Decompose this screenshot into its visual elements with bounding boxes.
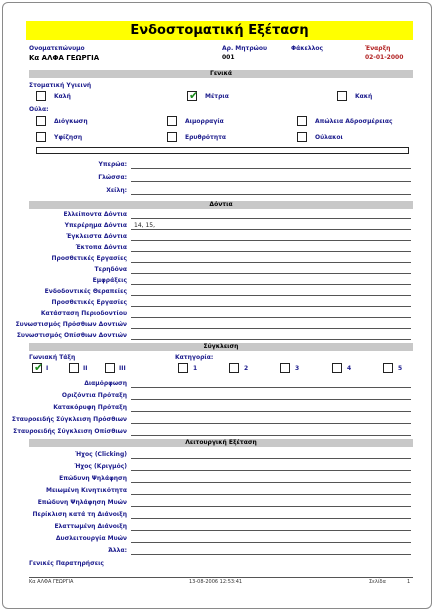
field-label-caries: Τερηδόνα — [94, 266, 127, 273]
category-2-checkbox[interactable] — [229, 363, 239, 373]
field-line-anterior-crowding[interactable] — [131, 328, 411, 329]
field-line-palate[interactable] — [131, 168, 411, 169]
field-label-palate: Υπερώα: — [98, 161, 127, 168]
field-value-supernumerary-teeth: 14, 15, — [134, 222, 155, 229]
checkmark-icon: ✔ — [189, 89, 199, 102]
field-label-anterior-crowding: Συνωστισμός Πρόσθιων Δοντιών — [15, 321, 127, 328]
angle-2-label: II — [83, 365, 88, 372]
field-label-reduced-mobility: Μειωμένη Κινητικότητα — [45, 487, 127, 494]
page-title: Ενδοστοματική Εξέταση — [26, 21, 413, 40]
category-2-label: 2 — [244, 365, 249, 372]
field-line-fillings[interactable] — [131, 284, 411, 285]
field-line-anterior-crossbite[interactable] — [131, 423, 411, 424]
record-number-value: 001 — [222, 54, 235, 61]
angle-class-label: Γωνιακή Τάξη — [29, 354, 76, 361]
form-sheet — [2, 2, 432, 609]
field-label-lips: Χείλη: — [106, 187, 127, 194]
section-occlusion-header: Σύγκλειση — [29, 343, 413, 351]
start-date-value: 02-01-2000 — [365, 54, 404, 61]
field-line-impacted-teeth[interactable] — [131, 240, 411, 241]
field-label-painful-palpation: Επώδυνη Ψηλάφηση — [59, 475, 127, 482]
field-line-other[interactable] — [131, 554, 411, 555]
field-line-horizontal-overjet[interactable] — [131, 399, 411, 400]
angle-2-checkbox[interactable] — [69, 363, 79, 373]
field-line-reduced-opening[interactable] — [131, 530, 411, 531]
gum-redness-checkbox[interactable] — [167, 132, 177, 142]
field-line-painful-palpation[interactable] — [131, 482, 411, 483]
gum-recession-checkbox[interactable] — [36, 132, 46, 142]
field-line-prosthetic-work-1[interactable] — [131, 262, 411, 263]
field-line-supernumerary-teeth[interactable] — [131, 229, 411, 230]
field-label-fillings: Εμφράξεις — [92, 277, 127, 284]
field-label-crepitus: Ήχος (Κριγμός) — [74, 463, 127, 470]
field-line-muscle-dysfunction[interactable] — [131, 542, 411, 543]
footer-print-timestamp: 13-08-2006 12:53:41 — [189, 579, 243, 585]
angle-3-label: III — [119, 365, 126, 372]
category-4-checkbox[interactable] — [332, 363, 342, 373]
category-3-label: 3 — [295, 365, 300, 372]
field-label-tongue: Γλώσσα: — [98, 174, 127, 181]
field-line-clicking[interactable] — [131, 458, 411, 459]
gum-attachment-loss-label: Απώλεια Αδροσμέρειας — [315, 118, 393, 125]
gum-bleeding-label: Αιμορραγία — [185, 118, 224, 125]
category-3-checkbox[interactable] — [280, 363, 290, 373]
field-label-deviation-opening: Περίκλιση κατά τη Διάνοιξη — [32, 511, 127, 518]
field-label-supernumerary-teeth: Υπερέρημα Δόντια — [64, 222, 127, 229]
field-label-ectopic-teeth: Έκτοπα Δόντια — [75, 244, 127, 251]
gum-attachment-loss-checkbox[interactable] — [297, 116, 307, 126]
footer-patient-name: Κα ΑΛΦΑ ΓΕΩΡΓΙΑ — [29, 579, 74, 585]
footer-divider — [29, 577, 413, 578]
start-date-label: Έναρξη — [365, 45, 391, 52]
hygiene-poor-label: Κακή — [355, 93, 373, 100]
patient-name-value: Κα ΑΛΦΑ ΓΕΩΡΓΙΑ — [29, 54, 100, 62]
gums-notes-field[interactable] — [36, 147, 409, 154]
field-line-prosthetic-work-2[interactable] — [131, 306, 411, 307]
gum-redness-label: Ερυθρότητα — [185, 134, 227, 141]
field-line-ectopic-teeth[interactable] — [131, 251, 411, 252]
gum-swelling-checkbox[interactable] — [36, 116, 46, 126]
field-line-arrangement[interactable] — [131, 387, 411, 388]
hygiene-moderate-checkbox[interactable] — [187, 91, 197, 101]
field-label-muscle-dysfunction: Δυσλειτουργία Μυών — [55, 535, 127, 542]
category-5-checkbox[interactable] — [383, 363, 393, 373]
checkmark-icon: ✔ — [34, 361, 44, 374]
field-line-endodontic[interactable] — [131, 295, 411, 296]
hygiene-good-label: Καλή — [54, 93, 71, 100]
gum-pockets-checkbox[interactable] — [297, 132, 307, 142]
field-line-posterior-crossbite[interactable] — [131, 435, 411, 436]
hygiene-good-checkbox[interactable] — [36, 91, 46, 101]
angle-1-label: I — [46, 365, 49, 372]
field-line-reduced-mobility[interactable] — [131, 494, 411, 495]
field-line-caries[interactable] — [131, 273, 411, 274]
field-label-other: Άλλα: — [108, 547, 127, 554]
folder-label: Φάκελλος — [291, 45, 324, 52]
field-label-anterior-crossbite: Σταυροειδής Σύγκλειση Πρόσθιων — [11, 416, 127, 423]
field-label-clicking: Ήχος (Clicking) — [75, 451, 127, 458]
field-line-periodontal-status[interactable] — [131, 317, 411, 318]
field-line-vertical-overbite[interactable] — [131, 411, 411, 412]
hygiene-moderate-label: Μέτρια — [205, 93, 229, 100]
field-label-arrangement: Διαμόρφωση — [84, 380, 127, 387]
hygiene-poor-checkbox[interactable] — [337, 91, 347, 101]
category-1-checkbox[interactable] — [178, 363, 188, 373]
field-line-missing-teeth[interactable] — [131, 218, 411, 219]
gum-swelling-label: Διόγκωση — [54, 118, 88, 125]
record-number-label: Αρ. Μητρώου — [222, 45, 268, 52]
field-label-posterior-crowding: Συνωστισμός Οπίσθιων Δοντιών — [16, 332, 127, 339]
gum-bleeding-checkbox[interactable] — [167, 116, 177, 126]
field-line-lips[interactable] — [131, 194, 411, 195]
category-1-label: 1 — [193, 365, 198, 372]
section-functional-header: Λειτουργική Εξέταση — [29, 439, 413, 447]
field-label-reduced-opening: Ελαττωμένη Διάνοιξη — [54, 523, 127, 530]
section-teeth-header: Δόντια — [29, 201, 413, 209]
field-line-tongue[interactable] — [131, 181, 411, 182]
category-5-label: 5 — [398, 365, 403, 372]
oral-hygiene-label: Στοματική Υγιεινή — [29, 82, 92, 89]
field-label-muscle-palpation: Επώδυνη Ψηλάφηση Μυών — [37, 499, 127, 506]
category-label: Κατηγορία: — [175, 354, 214, 361]
field-label-missing-teeth: Ελλείποντα Δόντια — [63, 211, 127, 218]
field-label-horizontal-overjet: Οριζόντια Πρόταξη — [61, 392, 127, 399]
field-line-deviation-opening[interactable] — [131, 518, 411, 519]
field-label-endodontic: Ενδοδοντικές Θεραπείες — [44, 288, 127, 295]
general-remarks-label: Γενικές Παρατηρήσεις — [29, 560, 104, 567]
gum-pockets-label: Ούλακοι — [315, 134, 343, 141]
field-label-prosthetic-work-1: Προσθετικές Εργασίες — [51, 255, 127, 262]
patient-name-label: Ονοματεπώνυμο — [29, 45, 85, 52]
field-label-prosthetic-work-2: Προσθετικές Εργασίες — [51, 299, 127, 306]
field-line-muscle-palpation[interactable] — [131, 506, 411, 507]
section-general-header: Γενικά — [29, 70, 413, 78]
gum-recession-label: Υφίζηση — [54, 134, 83, 141]
field-line-posterior-crowding[interactable] — [131, 339, 411, 340]
field-line-crepitus[interactable] — [131, 470, 411, 471]
footer-page-label: Σελίδα — [369, 579, 386, 585]
angle-1-checkbox[interactable] — [32, 363, 42, 373]
category-4-label: 4 — [347, 365, 352, 372]
field-label-impacted-teeth: Έγκλειστα Δόντια — [66, 233, 127, 240]
footer-page-number: 1 — [407, 579, 411, 585]
field-label-periodontal-status: Κατάσταση Περιοδοντίου — [40, 310, 127, 317]
field-label-posterior-crossbite: Σταυροειδής Σύγκλειση Οπίσθιων — [13, 428, 127, 435]
gums-label: Ούλα: — [29, 106, 49, 113]
field-label-vertical-overbite: Κατακόρυφη Πρόταξη — [53, 404, 127, 411]
angle-3-checkbox[interactable] — [105, 363, 115, 373]
